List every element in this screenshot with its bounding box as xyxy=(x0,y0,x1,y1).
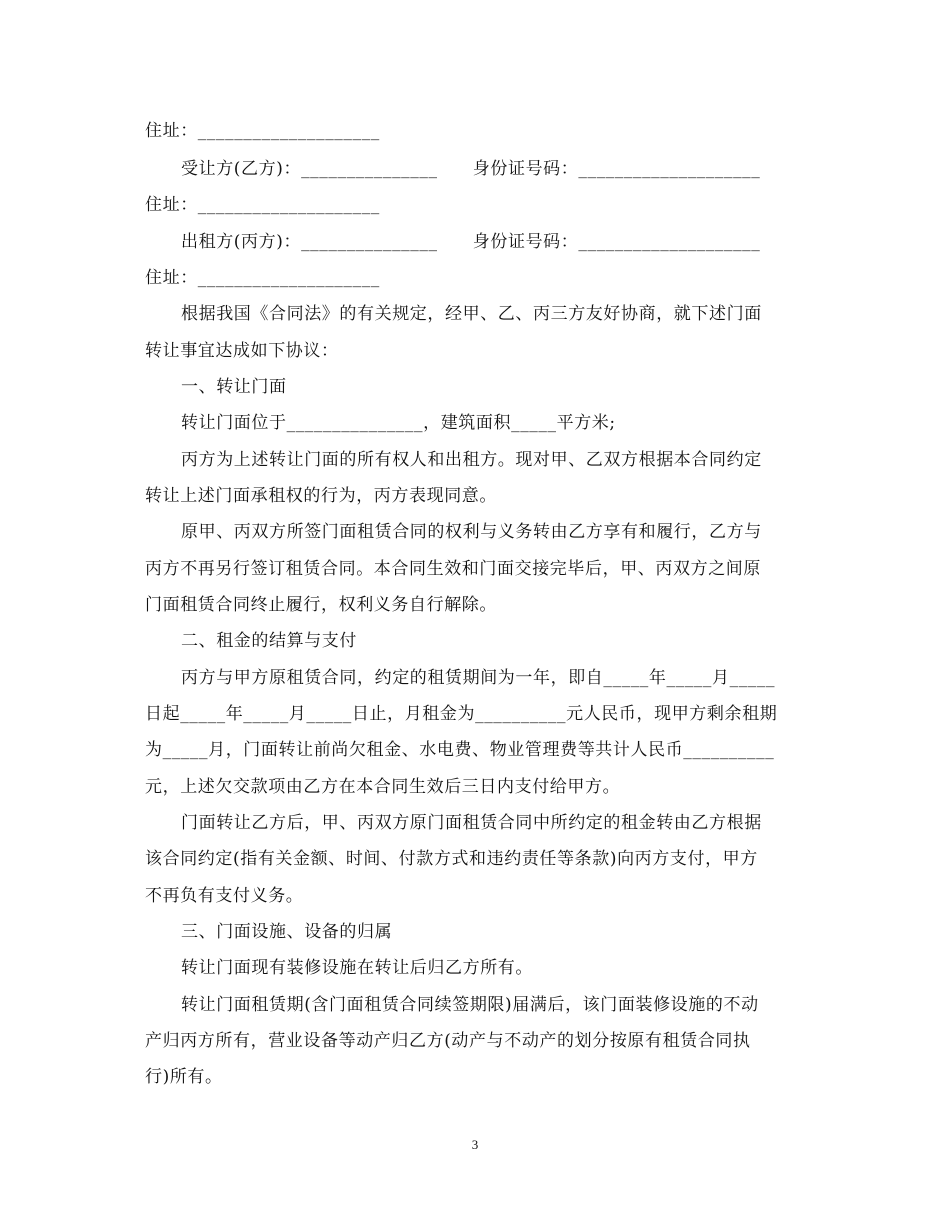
section-2-para-1-line-3: 为_____月，门面转让前尚欠租金、水电费、物业管理费等共计人民币__________ xyxy=(145,740,775,760)
section-2-para-2-line-1: 门面转让乙方后，甲、丙双方原门面租赁合同中所约定的租金转由乙方根据 xyxy=(181,813,762,833)
section-3-para-2-line-3: 行)所有。 xyxy=(145,1067,223,1087)
preamble-line-2: 转让事宜达成如下协议： xyxy=(145,341,339,361)
section-3-para-2-line-2: 产归丙方所有，营业设备等动产归乙方(动产与不动产的划分按原有租赁合同执 xyxy=(145,1031,751,1051)
section-3-para-2-line-1: 转让门面租赁期(含门面租赁合同续签期限)届满后，该门面装修设施的不动 xyxy=(181,995,759,1015)
section-2-para-2-line-3: 不再负有支付义务。 xyxy=(145,886,304,906)
section-2-para-1-line-1: 丙方与甲方原租赁合同，约定的租赁期间为一年，即自_____年_____月_____ xyxy=(181,668,776,688)
lessor-party-c-line: 出租方(丙方)：_______________ 身份证号码：____________________ xyxy=(181,232,761,252)
page-number: 3 xyxy=(471,1137,479,1152)
section-1-para-1: 转让门面位于_______________，建筑面积_____平方米; xyxy=(181,413,616,433)
address-line-party-c: 住址：____________________ xyxy=(145,268,380,288)
section-1-para-2-line-2: 转让上述门面承租权的行为，丙方表现同意。 xyxy=(145,486,497,506)
assignee-party-b-line: 受让方(乙方)：_______________ 身份证号码：____________________ xyxy=(181,159,761,179)
section-3-heading: 三、门面设施、设备的归属 xyxy=(181,922,393,942)
section-1-para-3-line-1: 原甲、丙双方所签门面租赁合同的权利与义务转由乙方享有和履行，乙方与 xyxy=(181,522,762,542)
section-3-para-1: 转让门面现有装修设施在转让后归乙方所有。 xyxy=(181,958,533,978)
section-2-heading: 二、租金的结算与支付 xyxy=(181,631,357,651)
section-1-para-3-line-3: 门面租赁合同终止履行，权利义务自行解除。 xyxy=(145,595,497,615)
preamble-line-1: 根据我国《合同法》的有关规定，经甲、乙、丙三方友好协商，就下述门面 xyxy=(181,304,762,324)
section-2-para-1-line-2: 日起_____年_____月_____日止，月租金为__________元人民币，现甲方剩余租期 xyxy=(145,704,778,724)
section-2-para-1-line-4: 元，上述欠交款项由乙方在本合同生效后三日内支付给甲方。 xyxy=(145,777,621,797)
section-1-para-3-line-2: 丙方不再另行签订租赁合同。本合同生效和门面交接完毕后，甲、丙双方之间原 xyxy=(145,559,761,579)
section-1-heading: 一、转让门面 xyxy=(181,377,287,397)
section-1-para-2-line-1: 丙方为上述转让门面的所有权人和出租方。现对甲、乙双方根据本合同约定 xyxy=(181,450,762,470)
address-line-party-b: 住址：____________________ xyxy=(145,195,380,215)
section-2-para-2-line-2: 该合同约定(指有关金额、时间、付款方式和违约责任等条款)向丙方支付，甲方 xyxy=(145,849,758,869)
address-line-party-a: 住址：____________________ xyxy=(145,121,380,141)
